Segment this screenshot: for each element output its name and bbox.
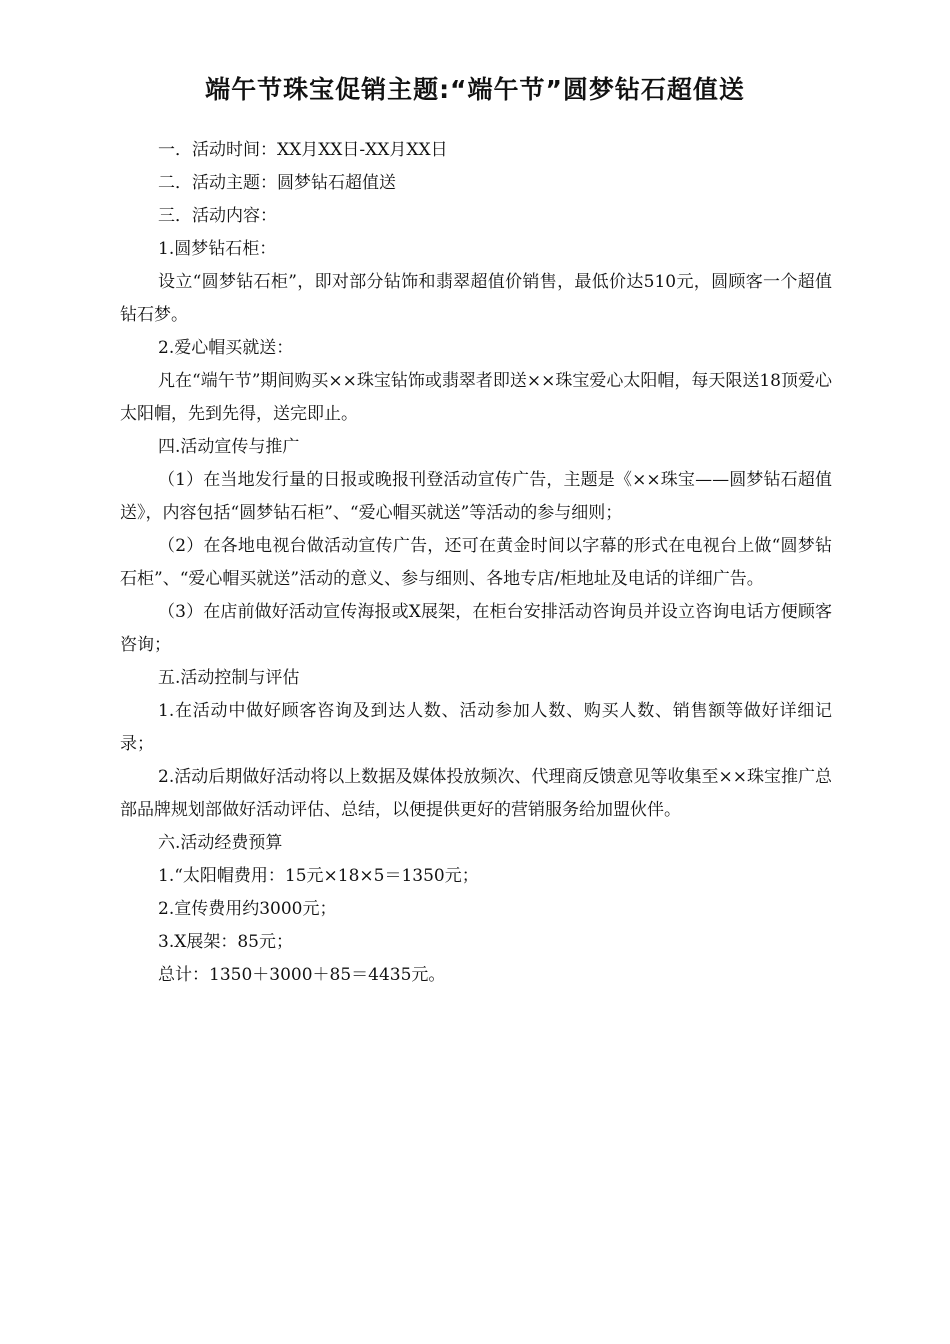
paragraph-sunhat-text: 凡在“端午节”期间购买××珠宝钻饰或翡翠者即送××珠宝爱心太阳帽，每天限送18顶爱心太阳帽，先到先得，送完即止。: [120, 371, 832, 424]
paragraph-budget-2: 2.宣传费用约3000元；: [158, 899, 337, 919]
paragraph-activity-content-heading: 三．活动内容：: [158, 206, 277, 226]
paragraph-control-heading: 五.活动控制与评估: [158, 668, 300, 688]
document-title: 端午节珠宝促销主题:“端午节”圆梦钻石超值送: [205, 75, 745, 104]
paragraph-diamond-counter-text: 设立“圆梦钻石柜”，即对部分钻饰和翡翠超值价销售，最低价达510元，圆顾客一个超值钻石梦。: [120, 272, 832, 325]
paragraph-promotion-2: （2）在各地电视台做活动宣传广告，还可在黄金时间以字幕的形式在电视台上做“圆梦钻石柜”、“爱心帽买就送”活动的意义、参与细则、各地专店/柜地址及电话的详细广告。: [120, 536, 832, 589]
paragraph-diamond-counter-heading: 1.圆梦钻石柜：: [158, 239, 277, 259]
document-body: [120, 134, 832, 992]
paragraph-control-1: 1.在活动中做好顾客咨询及到达人数、活动参加人数、购买人数、销售额等做好详细记录；: [120, 701, 832, 754]
paragraph-budget-3: 3.X展架：85元；: [158, 932, 293, 952]
paragraph-budget-heading: 六.活动经费预算: [158, 833, 283, 853]
paragraph-budget-1: 1.“太阳帽费用：15元×18×5＝1350元；: [158, 866, 479, 886]
paragraph-promotion-heading: 四.活动宣传与推广: [158, 437, 300, 457]
paragraph-activity-time: 一．活动时间：XX月XX日-XX月XX日: [158, 140, 448, 160]
paragraph-budget-total: 总计：1350＋3000＋85＝4435元。: [158, 965, 446, 985]
paragraph-promotion-1: （1）在当地发行量的日报或晚报刊登活动宣传广告，主题是《××珠宝——圆梦钻石超值送》，内容包括“圆梦钻石柜”、“爱心帽买就送”等活动的参与细则；: [120, 470, 832, 523]
paragraph-sunhat-heading: 2.爱心帽买就送：: [158, 338, 294, 358]
paragraph-control-2: 2.活动后期做好活动将以上数据及媒体投放频次、代理商反馈意见等收集至××珠宝推广总部品牌规划部做好活动评估、总结，以便提供更好的营销服务给加盟伙伴。: [120, 767, 832, 820]
paragraph-promotion-3: （3）在店前做好活动宣传海报或X展架，在柜台安排活动咨询员并设立咨询电话方便顾客咨询；: [120, 602, 832, 655]
paragraph-activity-theme: 二．活动主题：圆梦钻石超值送: [158, 173, 396, 193]
